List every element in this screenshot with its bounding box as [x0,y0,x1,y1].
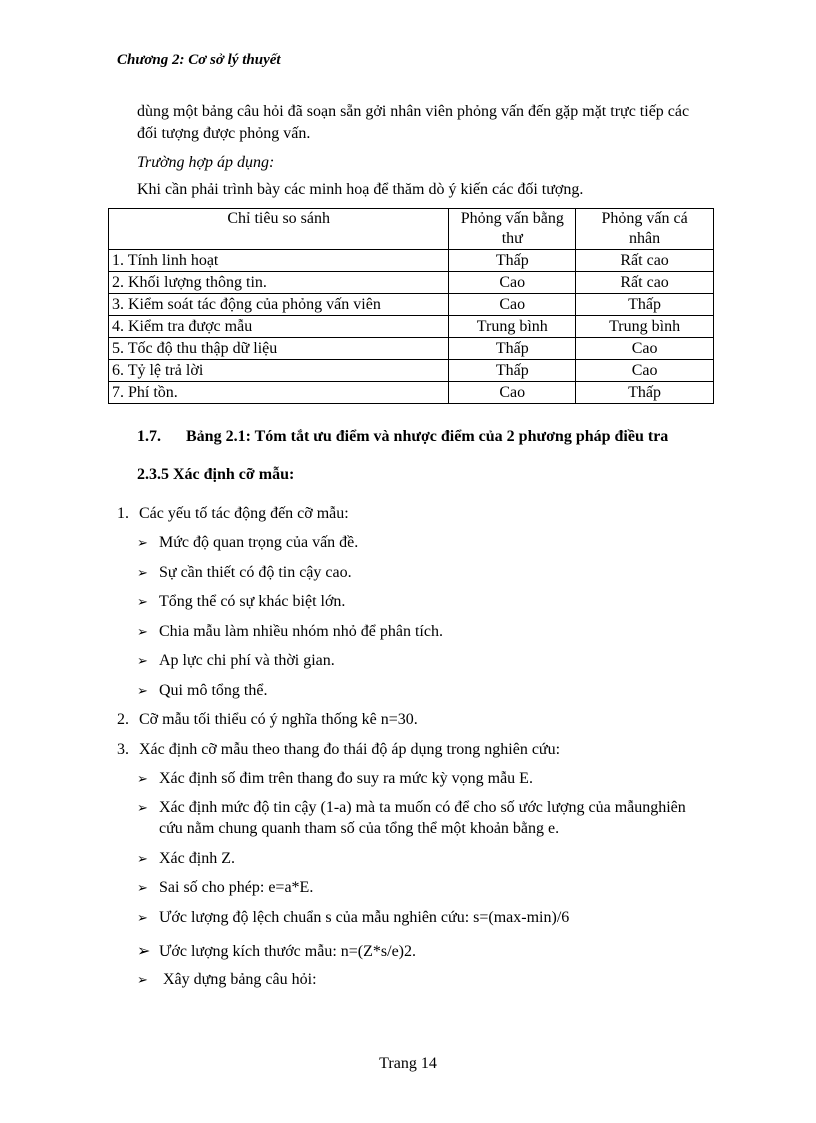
intro-line-2: đối tượng được phỏng vấn. [137,125,311,142]
cell-criterion: 3. Kiểm soát tác động của phỏng vấn viên [109,294,449,316]
cell-personal: Cao [576,338,714,360]
cell-mail: Thấp [449,338,576,360]
list-item [137,850,235,868]
cell-personal: Thấp [576,294,714,316]
cell-criterion: 7. Phí tồn. [109,382,449,404]
bullet-text: Xây dựng bảng câu hỏi: [163,971,317,988]
cell-mail: Thấp [449,360,576,382]
header-personal-line2: nhân [629,230,661,247]
table-caption: Bảng 2.1: Tóm tắt ưu điểm và nhược điểm của 2 phương pháp điều tra [186,428,669,445]
arrow-bullet-icon: ➢ [137,973,148,988]
arrow-bullet-icon: ➢ [137,684,148,699]
list-number-3: 3. [117,741,129,758]
table-header-row [109,209,714,250]
list-item [137,971,317,989]
bullet-text: Ước lượng kích thước mẫu: n=(Z*s/e)2. [159,943,416,960]
list-number-2: 2. [117,711,129,728]
cell-personal: Thấp [576,382,714,404]
list-item [137,799,686,817]
bullet-text: Ước lượng độ lệch chuẩn s của mẫu nghiên cứu: s=(max-min)/6 [159,909,570,926]
list-item [137,682,267,700]
list-item [137,623,443,641]
cell-personal: Trung bình [576,316,714,338]
cell-personal: Rất cao [576,250,714,272]
list-item [137,593,345,611]
cell-mail: Cao [449,294,576,316]
list-item-2: Cỡ mẫu tối thiểu có ý nghĩa thống kê n=30. [139,711,418,728]
table-caption-number: 1.7. [137,428,161,445]
header-mail [449,209,576,250]
cell-personal: Cao [576,360,714,382]
list-item [137,564,352,582]
bullet-text: Qui mô tổng thể. [159,682,268,699]
list-item [137,941,416,961]
bullet-text-continuation: cứu nằm chung quanh tham số của tổng thể một khoản bằng e. [159,820,560,837]
comparison-table [108,208,714,404]
case-text: Khi cần phải trình bày các minh hoạ để thăm dò ý kiến các đối tượng. [137,181,584,198]
arrow-bullet-icon: ➢ [137,941,151,960]
arrow-bullet-icon: ➢ [137,566,148,581]
cell-criterion: 4. Kiểm tra được mẫu [109,316,449,338]
section-heading: 2.3.5 Xác định cỡ mẫu: [137,466,295,483]
cell-personal: Rất cao [576,272,714,294]
cell-mail: Cao [449,272,576,294]
list-item [137,879,313,897]
case-label: Trường hợp áp dụng: [137,154,275,171]
table-row [109,338,714,360]
cell-mail: Thấp [449,250,576,272]
arrow-bullet-icon: ➢ [137,911,148,926]
arrow-bullet-icon: ➢ [137,772,148,787]
arrow-bullet-icon: ➢ [137,654,148,669]
bullet-text: Sai số cho phép: e=a*E. [159,879,314,896]
arrow-bullet-icon: ➢ [137,852,148,867]
header-criterion: Chỉ tiêu so sánh [109,209,449,250]
header-mail-line2: thư [501,230,523,247]
bullet-text: Ap lực chi phí và thời gian. [159,652,335,669]
bullet-text: Xác định mức độ tin cậy (1-a) mà ta muốn có để cho số ước lượng của mẫunghiên [159,799,686,816]
cell-criterion: 6. Tỷ lệ trả lời [109,360,449,382]
bullet-text: Chia mẫu làm nhiều nhóm nhỏ để phân tích. [159,623,443,640]
list-item [137,652,335,670]
list-item [137,534,358,552]
arrow-bullet-icon: ➢ [137,536,148,551]
bullet-text: Mức độ quan trọng của vấn đề. [159,534,359,551]
arrow-bullet-icon: ➢ [137,881,148,896]
arrow-bullet-icon: ➢ [137,595,148,610]
header-personal-line1: Phỏng vấn cá [601,210,688,227]
cell-mail: Trung bình [449,316,576,338]
table-row [109,272,714,294]
table-row [109,250,714,272]
list-number-1: 1. [117,505,129,522]
page-number: Trang 14 [379,1055,437,1072]
bullet-text: Xác định Z. [159,850,235,867]
arrow-bullet-icon: ➢ [137,801,148,816]
cell-criterion: 1. Tính linh hoạt [109,250,449,272]
chapter-header: Chương 2: Cơ sở lý thuyết [117,52,281,68]
bullet-text: Sự cần thiết có độ tin cậy cao. [159,564,352,581]
table-row [109,316,714,338]
cell-mail: Cao [449,382,576,404]
list-item-3: Xác định cỡ mẫu theo thang đo thái độ áp dụng trong nghiên cứu: [139,741,561,758]
cell-criterion: 2. Khối lượng thông tin. [109,272,449,294]
table-row [109,360,714,382]
intro-line-1: dùng một bảng câu hỏi đã soạn sẵn gởi nhân viên phỏng vấn đến gặp mặt trực tiếp các [137,103,690,120]
list-item-1: Các yếu tố tác động đến cỡ mẫu: [139,505,349,522]
list-item [137,770,533,788]
header-mail-line1: Phỏng vấn bằng [460,210,564,227]
list-item [137,909,569,927]
table-row [109,382,714,404]
bullet-text: Xác định số đim trên thang đo suy ra mức kỳ vọng mẫu E. [159,770,533,787]
table-row [109,294,714,316]
bullet-text: Tổng thể có sự khác biệt lớn. [159,593,346,610]
cell-criterion: 5. Tốc độ thu thập dữ liệu [109,338,449,360]
arrow-bullet-icon: ➢ [137,625,148,640]
header-personal [576,209,714,250]
